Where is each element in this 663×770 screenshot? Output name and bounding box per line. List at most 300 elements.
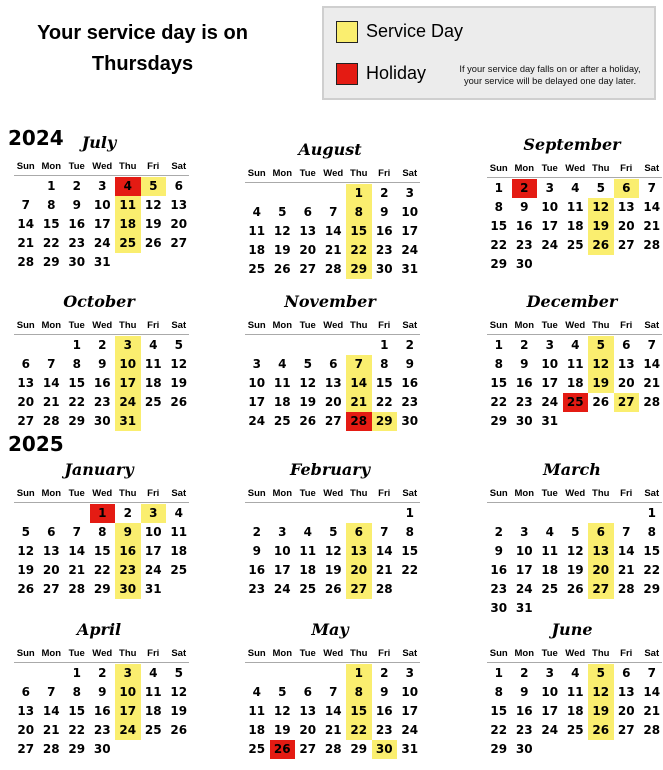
- day-cell: 19: [566, 563, 584, 577]
- service-day-cell: 5: [588, 336, 614, 355]
- day-cell: 18: [566, 219, 584, 233]
- day-cell: 18: [248, 723, 266, 737]
- month-february-2025: [245, 460, 419, 610]
- month-march-2025: [487, 460, 661, 615]
- day-cell: 13: [299, 704, 317, 718]
- day-cell: 9: [72, 198, 81, 212]
- day-cell: 23: [515, 723, 533, 737]
- day-cell: 27: [17, 414, 35, 428]
- service-day-cell: 29: [372, 412, 398, 431]
- service-day-cell: 22: [346, 721, 372, 740]
- day-cell: 25: [566, 238, 584, 252]
- service-day-cell: 21: [346, 393, 372, 412]
- day-cell: 26: [17, 582, 35, 596]
- service-day-cell: 29: [346, 260, 372, 279]
- day-cell: 28: [68, 582, 86, 596]
- day-cell: 13: [17, 704, 35, 718]
- month-title: February: [289, 460, 370, 479]
- day-cell: 24: [541, 723, 559, 737]
- service-day-cell: 17: [115, 702, 141, 721]
- day-cell: 23: [515, 238, 533, 252]
- day-cell: 31: [515, 601, 533, 615]
- weekday-mon: Mon: [514, 320, 535, 331]
- day-cell: 21: [324, 723, 342, 737]
- weekday-fri: Fri: [378, 320, 391, 331]
- day-cell: 23: [401, 395, 419, 409]
- day-cell: 3: [278, 525, 287, 539]
- service-day-cell: 27: [346, 580, 372, 599]
- headline-line-2: Thursdays: [91, 53, 194, 75]
- weekday-thu: Thu: [350, 320, 368, 331]
- day-cell: 27: [324, 414, 342, 428]
- service-day-cell: 17: [115, 374, 141, 393]
- day-cell: 5: [303, 357, 312, 371]
- day-cell: 19: [299, 395, 317, 409]
- weekday-mon: Mon: [514, 163, 535, 174]
- day-cell: 10: [401, 205, 419, 219]
- month-april-2025: [14, 620, 188, 770]
- day-cell: 24: [401, 723, 419, 737]
- day-cell: 7: [47, 357, 56, 371]
- day-cell: 14: [375, 544, 393, 558]
- day-cell: 30: [515, 414, 533, 428]
- day-cell: 11: [273, 376, 291, 390]
- day-cell: 30: [490, 601, 508, 615]
- service-day-cell: 6: [588, 523, 614, 542]
- day-cell: 20: [17, 723, 35, 737]
- service-day-label: Service Day: [366, 21, 464, 41]
- weekday-mon: Mon: [272, 648, 293, 659]
- day-cell: 25: [170, 563, 188, 577]
- day-cell: 21: [324, 243, 342, 257]
- holiday-label: Holiday: [366, 63, 427, 83]
- day-cell: 21: [643, 704, 661, 718]
- day-cell: 9: [520, 200, 529, 214]
- day-cell: 7: [380, 525, 389, 539]
- weekday-mon: Mon: [514, 488, 535, 499]
- day-cell: 16: [375, 704, 393, 718]
- day-cell: 15: [42, 217, 60, 231]
- day-cell: 27: [17, 742, 35, 756]
- weekday-divider: [14, 175, 189, 176]
- service-day-cell: 13: [346, 542, 372, 561]
- day-cell: 13: [617, 200, 635, 214]
- day-cell: 26: [144, 236, 162, 250]
- day-cell: 26: [566, 582, 584, 596]
- weekday-sat: Sat: [171, 320, 187, 331]
- service-day-cell: 12: [588, 198, 614, 217]
- day-cell: 26: [299, 414, 317, 428]
- day-cell: 3: [252, 357, 261, 371]
- weekday-tue: Tue: [541, 320, 558, 331]
- weekday-wed: Wed: [92, 648, 113, 659]
- year-label-2024: 2024: [8, 126, 64, 150]
- day-cell: 20: [299, 723, 317, 737]
- month-title: October: [63, 292, 135, 311]
- weekday-sun: Sun: [247, 488, 266, 499]
- service-day-cell: 8: [346, 203, 372, 222]
- weekday-sun: Sun: [247, 648, 266, 659]
- day-cell: 30: [515, 742, 533, 756]
- day-cell: 19: [273, 723, 291, 737]
- holiday-swatch: [336, 63, 358, 85]
- day-cell: 22: [42, 236, 60, 250]
- day-cell: 4: [149, 338, 158, 352]
- day-cell: 1: [72, 338, 81, 352]
- day-cell: 15: [93, 544, 111, 558]
- day-cell: 13: [324, 376, 342, 390]
- day-cell: 13: [617, 685, 635, 699]
- weekday-mon: Mon: [272, 320, 293, 331]
- day-cell: 14: [17, 217, 35, 231]
- day-cell: 30: [68, 255, 86, 269]
- day-cell: 18: [144, 704, 162, 718]
- weekday-tue: Tue: [299, 648, 316, 659]
- day-cell: 17: [541, 704, 559, 718]
- day-cell: 27: [617, 723, 635, 737]
- weekday-mon: Mon: [41, 488, 62, 499]
- weekday-sat: Sat: [402, 320, 418, 331]
- day-cell: 19: [144, 217, 162, 231]
- day-cell: 25: [144, 395, 162, 409]
- day-cell: 6: [174, 179, 183, 193]
- day-cell: 19: [273, 243, 291, 257]
- service-day-cell: 31: [115, 412, 141, 431]
- weekday-thu: Thu: [350, 168, 368, 179]
- day-cell: 28: [42, 414, 60, 428]
- day-cell: 4: [571, 666, 580, 680]
- day-cell: 16: [93, 376, 111, 390]
- weekday-mon: Mon: [514, 648, 535, 659]
- weekday-sat: Sat: [402, 648, 418, 659]
- day-cell: 25: [144, 723, 162, 737]
- day-cell: 31: [144, 582, 162, 596]
- service-day-cell: 20: [346, 561, 372, 580]
- weekday-divider: [245, 502, 420, 503]
- day-cell: 23: [93, 395, 111, 409]
- day-cell: 18: [566, 704, 584, 718]
- day-cell: 10: [248, 376, 266, 390]
- day-cell: 2: [72, 179, 81, 193]
- day-cell: 28: [617, 582, 635, 596]
- weekday-tue: Tue: [68, 320, 85, 331]
- day-cell: 25: [566, 723, 584, 737]
- day-cell: 1: [494, 666, 503, 680]
- weekday-divider: [487, 502, 662, 503]
- weekday-fri: Fri: [620, 320, 633, 331]
- weekday-divider: [487, 177, 662, 178]
- day-cell: 18: [248, 243, 266, 257]
- day-cell: 1: [494, 181, 503, 195]
- day-cell: 8: [98, 525, 107, 539]
- day-cell: 21: [643, 219, 661, 233]
- day-cell: 15: [643, 544, 661, 558]
- weekday-fri: Fri: [620, 648, 633, 659]
- day-cell: 24: [273, 582, 291, 596]
- day-cell: 29: [490, 742, 508, 756]
- day-cell: 7: [647, 181, 656, 195]
- weekday-wed: Wed: [323, 168, 344, 179]
- holiday-day-cell: 1: [90, 504, 116, 523]
- day-cell: 10: [541, 685, 559, 699]
- day-cell: 1: [647, 506, 656, 520]
- day-cell: 27: [170, 236, 188, 250]
- day-cell: 29: [350, 742, 368, 756]
- holiday-day-cell: 25: [563, 393, 589, 412]
- day-cell: 25: [248, 742, 266, 756]
- day-cell: 9: [252, 544, 261, 558]
- day-cell: 12: [170, 357, 188, 371]
- day-cell: 20: [617, 704, 635, 718]
- service-day-cell: 30: [372, 740, 398, 759]
- day-cell: 5: [278, 685, 287, 699]
- day-cell: 22: [93, 563, 111, 577]
- day-cell: 20: [324, 395, 342, 409]
- service-day-cell: 18: [115, 215, 141, 234]
- day-cell: 28: [643, 723, 661, 737]
- service-day-cell: 11: [115, 196, 141, 215]
- weekday-mon: Mon: [41, 161, 62, 172]
- service-day-cell: 27: [614, 393, 640, 412]
- day-cell: 16: [375, 224, 393, 238]
- holiday-day-cell: 28: [346, 412, 372, 431]
- weekday-thu: Thu: [592, 488, 610, 499]
- day-cell: 9: [405, 357, 414, 371]
- day-cell: 2: [252, 525, 261, 539]
- day-cell: 16: [93, 704, 111, 718]
- day-cell: 27: [299, 262, 317, 276]
- month-title: August: [298, 140, 362, 159]
- month-title: July: [81, 133, 117, 152]
- day-cell: 11: [144, 357, 162, 371]
- day-cell: 6: [21, 357, 30, 371]
- day-cell: 14: [643, 685, 661, 699]
- day-cell: 3: [98, 179, 107, 193]
- day-cell: 1: [47, 179, 56, 193]
- day-cell: 2: [98, 666, 107, 680]
- day-cell: 29: [490, 414, 508, 428]
- day-cell: 31: [541, 414, 559, 428]
- day-cell: 6: [329, 357, 338, 371]
- day-cell: 30: [515, 257, 533, 271]
- service-day-cell: 16: [115, 542, 141, 561]
- weekday-wed: Wed: [565, 488, 586, 499]
- day-cell: 1: [494, 338, 503, 352]
- service-day-cell: 7: [346, 355, 372, 374]
- day-cell: 15: [490, 376, 508, 390]
- day-cell: 11: [566, 200, 584, 214]
- month-title: March: [543, 460, 601, 479]
- day-cell: 29: [68, 414, 86, 428]
- day-cell: 22: [490, 723, 508, 737]
- day-cell: 24: [541, 395, 559, 409]
- day-cell: 15: [68, 704, 86, 718]
- day-cell: 7: [72, 525, 81, 539]
- day-cell: 17: [248, 395, 266, 409]
- day-cell: 22: [375, 395, 393, 409]
- day-cell: 24: [93, 236, 111, 250]
- day-cell: 19: [17, 563, 35, 577]
- day-cell: 26: [170, 395, 188, 409]
- weekday-fri: Fri: [147, 648, 160, 659]
- day-cell: 24: [144, 563, 162, 577]
- weekday-sun: Sun: [16, 648, 35, 659]
- service-day-cell: 12: [588, 355, 614, 374]
- day-cell: 21: [643, 376, 661, 390]
- day-cell: 6: [303, 205, 312, 219]
- day-cell: 16: [490, 563, 508, 577]
- day-cell: 2: [380, 666, 389, 680]
- day-cell: 30: [93, 742, 111, 756]
- weekday-wed: Wed: [323, 488, 344, 499]
- weekday-sun: Sun: [489, 648, 508, 659]
- day-cell: 10: [273, 544, 291, 558]
- service-day-cell: 12: [588, 683, 614, 702]
- day-cell: 20: [42, 563, 60, 577]
- day-cell: 10: [144, 525, 162, 539]
- service-day-cell: 1: [346, 664, 372, 683]
- day-cell: 26: [170, 723, 188, 737]
- day-cell: 4: [545, 525, 554, 539]
- day-cell: 3: [520, 525, 529, 539]
- weekday-divider: [14, 334, 189, 335]
- day-cell: 29: [643, 582, 661, 596]
- weekday-thu: Thu: [119, 488, 137, 499]
- weekday-tue: Tue: [541, 648, 558, 659]
- weekday-thu: Thu: [350, 648, 368, 659]
- day-cell: 2: [123, 506, 132, 520]
- day-cell: 14: [617, 544, 635, 558]
- day-cell: 23: [515, 395, 533, 409]
- day-cell: 11: [248, 704, 266, 718]
- day-cell: 5: [571, 525, 580, 539]
- day-cell: 22: [68, 395, 86, 409]
- day-cell: 16: [248, 563, 266, 577]
- day-cell: 8: [380, 357, 389, 371]
- service-day-cell: 10: [115, 683, 141, 702]
- day-cell: 8: [647, 525, 656, 539]
- day-cell: 22: [643, 563, 661, 577]
- holiday-day-cell: 26: [270, 740, 296, 759]
- day-cell: 9: [380, 685, 389, 699]
- service-day-cell: 9: [115, 523, 141, 542]
- service-day-cell: 24: [115, 393, 141, 412]
- weekday-sun: Sun: [247, 320, 266, 331]
- weekday-mon: Mon: [272, 488, 293, 499]
- service-day-cell: 24: [115, 721, 141, 740]
- day-cell: 11: [541, 544, 559, 558]
- service-day-headline: [20, 18, 265, 80]
- day-cell: 9: [380, 205, 389, 219]
- weekday-divider: [14, 502, 189, 503]
- day-cell: 31: [401, 262, 419, 276]
- service-day-cell: 15: [346, 702, 372, 721]
- service-day-cell: 3: [115, 664, 141, 683]
- day-cell: 11: [144, 685, 162, 699]
- day-cell: 21: [42, 395, 60, 409]
- weekday-wed: Wed: [323, 648, 344, 659]
- day-cell: 4: [303, 525, 312, 539]
- day-cell: 19: [324, 563, 342, 577]
- weekday-mon: Mon: [41, 320, 62, 331]
- weekday-sun: Sun: [489, 320, 508, 331]
- day-cell: 1: [405, 506, 414, 520]
- weekday-fri: Fri: [378, 488, 391, 499]
- day-cell: 17: [515, 563, 533, 577]
- day-cell: 5: [596, 181, 605, 195]
- day-cell: 15: [375, 376, 393, 390]
- service-day-cell: 6: [346, 523, 372, 542]
- weekday-sun: Sun: [16, 161, 35, 172]
- day-cell: 4: [571, 181, 580, 195]
- day-cell: 12: [299, 376, 317, 390]
- day-cell: 19: [170, 704, 188, 718]
- month-july-2024: [14, 133, 188, 283]
- service-day-cell: 3: [141, 504, 167, 523]
- weekday-thu: Thu: [592, 163, 610, 174]
- month-may-2025: [245, 620, 419, 770]
- weekday-tue: Tue: [68, 161, 85, 172]
- day-cell: 13: [17, 376, 35, 390]
- day-cell: 15: [490, 704, 508, 718]
- day-cell: 10: [401, 685, 419, 699]
- day-cell: 21: [68, 563, 86, 577]
- day-cell: 16: [401, 376, 419, 390]
- day-cell: 9: [520, 685, 529, 699]
- day-cell: 25: [273, 414, 291, 428]
- day-cell: 11: [566, 685, 584, 699]
- day-cell: 27: [42, 582, 60, 596]
- day-cell: 29: [42, 255, 60, 269]
- day-cell: 23: [68, 236, 86, 250]
- day-cell: 12: [324, 544, 342, 558]
- day-cell: 30: [375, 262, 393, 276]
- weekday-tue: Tue: [299, 168, 316, 179]
- day-cell: 6: [47, 525, 56, 539]
- day-cell: 6: [622, 666, 631, 680]
- service-day-cell: 5: [588, 664, 614, 683]
- weekday-sun: Sun: [489, 163, 508, 174]
- day-cell: 26: [273, 262, 291, 276]
- day-cell: 23: [375, 243, 393, 257]
- weekday-wed: Wed: [565, 320, 586, 331]
- day-cell: 22: [490, 395, 508, 409]
- day-cell: 7: [647, 666, 656, 680]
- day-cell: 29: [68, 742, 86, 756]
- weekday-sun: Sun: [489, 488, 508, 499]
- day-cell: 24: [248, 414, 266, 428]
- day-cell: 16: [515, 376, 533, 390]
- weekday-fri: Fri: [378, 648, 391, 659]
- day-cell: 12: [144, 198, 162, 212]
- day-cell: 14: [643, 357, 661, 371]
- weekday-divider: [245, 334, 420, 335]
- day-cell: 5: [329, 525, 338, 539]
- day-cell: 10: [93, 198, 111, 212]
- day-cell: 13: [42, 544, 60, 558]
- day-cell: 9: [520, 357, 529, 371]
- day-cell: 7: [329, 205, 338, 219]
- service-day-swatch: [336, 21, 358, 43]
- day-cell: 11: [170, 525, 188, 539]
- day-cell: 9: [98, 685, 107, 699]
- day-cell: 17: [273, 563, 291, 577]
- day-cell: 2: [520, 666, 529, 680]
- day-cell: 25: [299, 582, 317, 596]
- day-cell: 29: [490, 257, 508, 271]
- year-label-2025: 2025: [8, 432, 64, 456]
- service-day-cell: 5: [141, 177, 167, 196]
